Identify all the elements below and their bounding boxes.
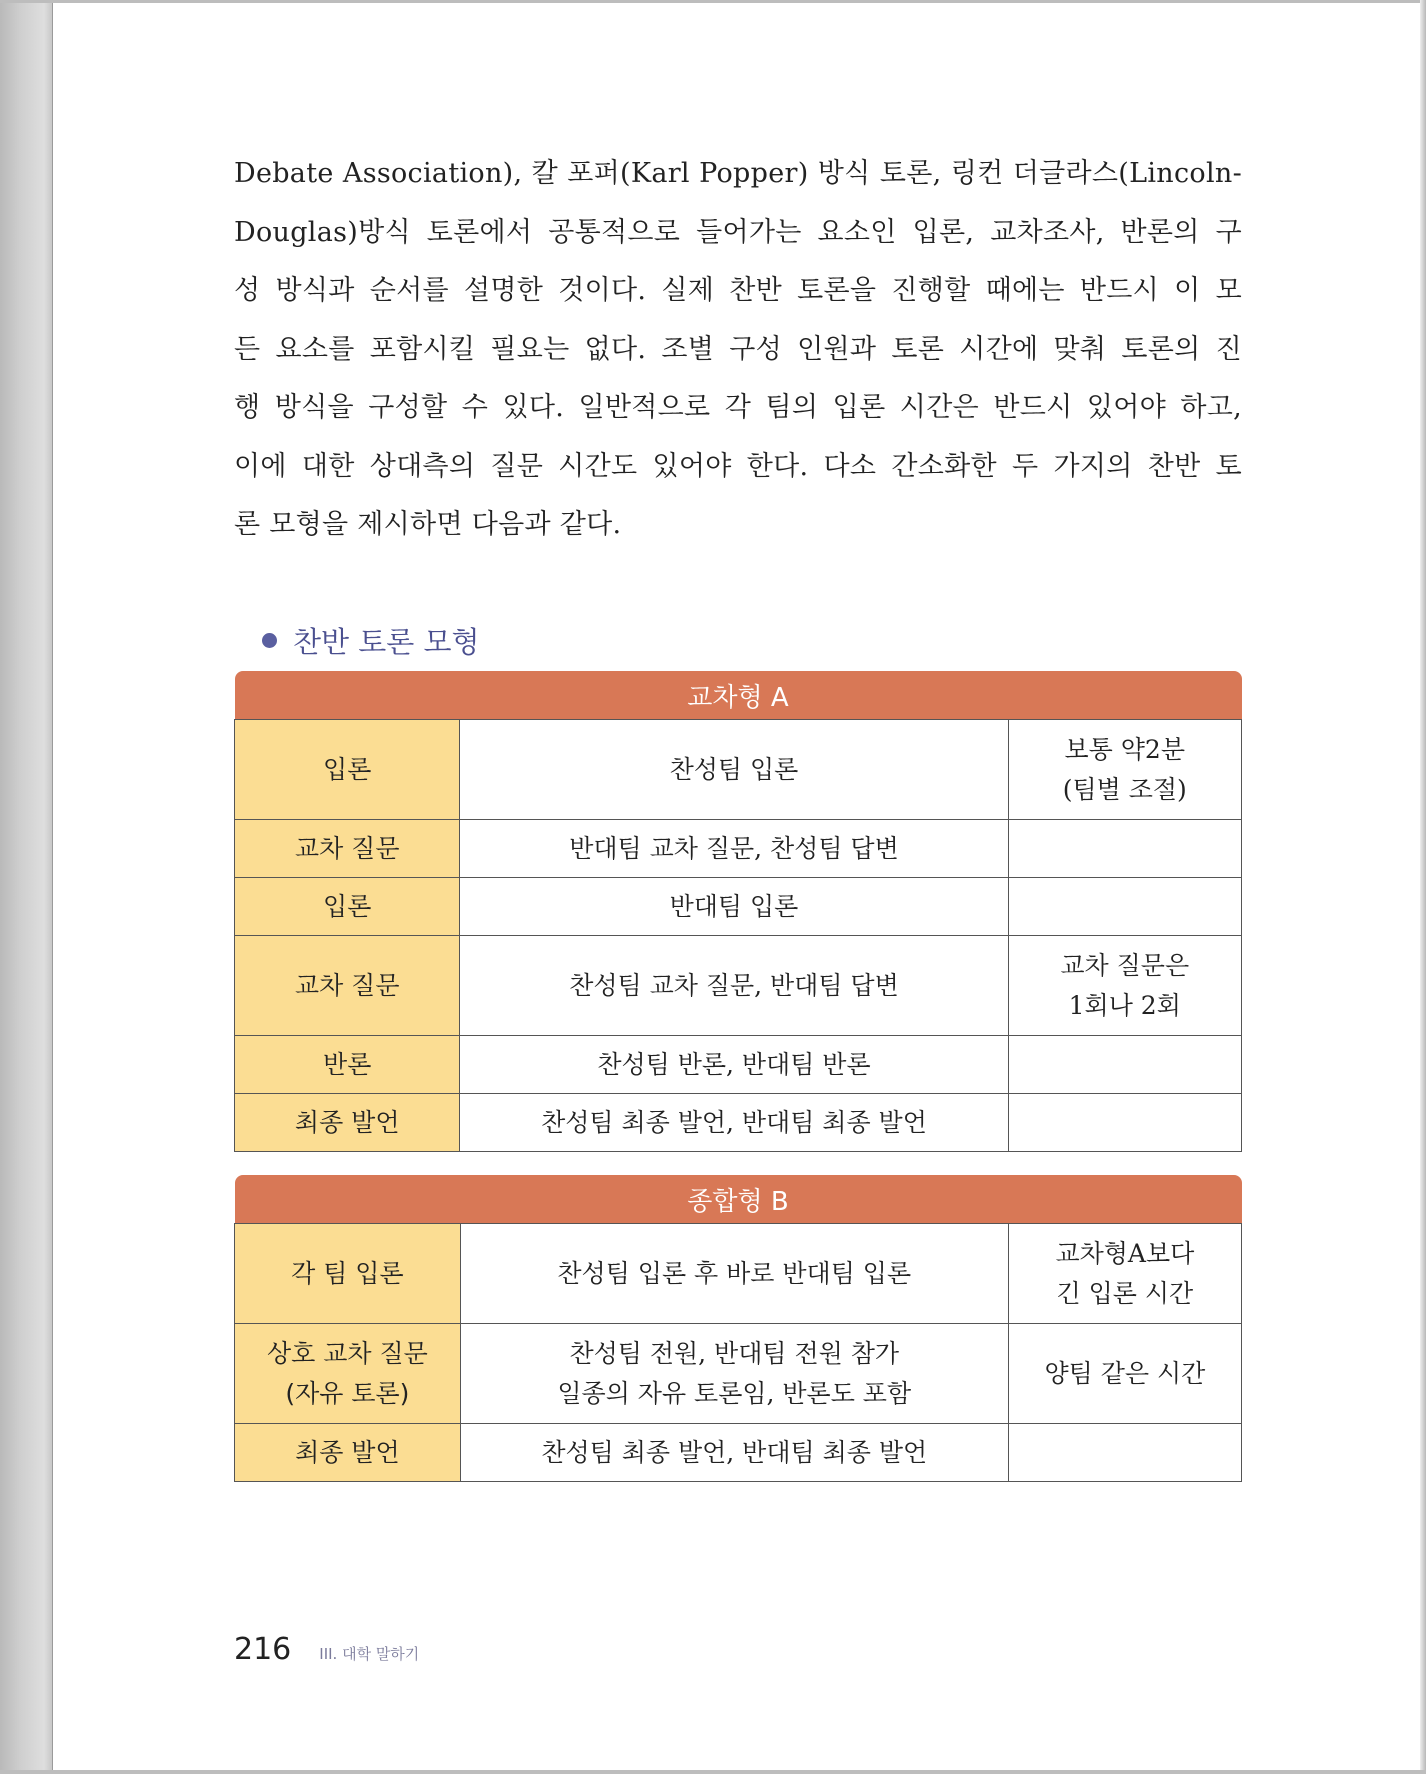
stage-description bbox=[460, 820, 1008, 878]
description-line: 반대팀 교차 질문, 찬성팀 답변 bbox=[569, 833, 899, 863]
table-row bbox=[235, 720, 1242, 820]
stage-label bbox=[235, 1224, 461, 1324]
table-title: 종합형 B bbox=[235, 1175, 1242, 1224]
stage-note bbox=[1008, 1324, 1241, 1424]
stage-note bbox=[1008, 1094, 1241, 1152]
description-line: 찬성팀 최종 발언, 반대팀 최종 발언 bbox=[541, 1437, 928, 1467]
stage-description bbox=[460, 1224, 1008, 1324]
stage-note bbox=[1008, 1424, 1241, 1482]
table-row bbox=[235, 1324, 1242, 1424]
stage-description bbox=[460, 720, 1008, 820]
description-line: 반대팀 입론 bbox=[669, 891, 799, 921]
stage-note bbox=[1008, 720, 1241, 820]
stage-description bbox=[460, 1036, 1008, 1094]
stage-label bbox=[235, 1324, 461, 1424]
body-line: 이에 대한 상대측의 질문 시간도 있어야 한다. 다소 간소화한 두 가지의 찬반 토 bbox=[234, 450, 1242, 482]
body-line: 행 방식을 구성할 수 있다. 일반적으로 각 팀의 입론 시간은 반드시 있어야 하고, bbox=[234, 392, 1242, 423]
table-row bbox=[235, 1036, 1242, 1094]
table-row bbox=[235, 1094, 1242, 1152]
label-line: (자유 토론) bbox=[285, 1378, 410, 1408]
note-line: 교차형A보다 bbox=[1055, 1238, 1195, 1268]
stage-label: 입론 bbox=[235, 878, 460, 936]
bullet-icon bbox=[262, 633, 277, 648]
note-line: 교차 질문은 bbox=[1060, 950, 1190, 980]
page-number: 216 bbox=[234, 1632, 292, 1667]
note-line: 양팀 같은 시간 bbox=[1044, 1358, 1206, 1388]
description-line: 찬성팀 전원, 반대팀 전원 참가 bbox=[569, 1338, 900, 1368]
stage-label: 교차 질문 bbox=[235, 936, 460, 1036]
stage-label: 최종 발언 bbox=[235, 1094, 460, 1152]
stage-note bbox=[1008, 820, 1241, 878]
table-row bbox=[235, 1424, 1242, 1482]
body-line: Douglas)방식 토론에서 공통적으로 들어가는 요소인 입론, 교차조사, 반론의 구 bbox=[234, 216, 1242, 248]
description-line: 찬성팀 최종 발언, 반대팀 최종 발언 bbox=[541, 1107, 927, 1137]
table-title: 교차형 A bbox=[235, 671, 1242, 720]
stage-note bbox=[1008, 878, 1241, 936]
stage-description bbox=[460, 1094, 1008, 1152]
description-line: 찬성팀 입론 후 바로 반대팀 입론 bbox=[557, 1258, 912, 1288]
table-row bbox=[235, 936, 1242, 1036]
table-cross-type-a bbox=[234, 671, 1242, 1152]
body-paragraph bbox=[234, 145, 1242, 555]
stage-note bbox=[1008, 936, 1241, 1036]
stage-label: 교차 질문 bbox=[235, 820, 460, 878]
description-line: 찬성팀 입론 bbox=[669, 754, 799, 784]
stage-note bbox=[1008, 1036, 1241, 1094]
note-line: 보통 약2분 bbox=[1064, 734, 1185, 764]
label-line: 최종 발언 bbox=[295, 1437, 400, 1467]
table-row bbox=[235, 1224, 1242, 1324]
body-line: Debate Association), 칼 포퍼(Karl Popper) 방식 토론, 링컨 더글라스(Lincoln- bbox=[234, 158, 1242, 189]
stage-description bbox=[460, 1424, 1008, 1482]
description-line: 찬성팀 반론, 반대팀 반론 bbox=[597, 1049, 871, 1079]
table-comprehensive-type-b bbox=[234, 1175, 1242, 1482]
body-line: 론 모형을 제시하면 다음과 같다. bbox=[234, 509, 622, 540]
section-heading bbox=[262, 620, 480, 661]
stage-note bbox=[1008, 1224, 1241, 1324]
note-line: 1회나 2회 bbox=[1068, 990, 1181, 1020]
note-line: 긴 입론 시간 bbox=[1056, 1278, 1194, 1308]
stage-description bbox=[460, 936, 1008, 1036]
stage-description bbox=[460, 878, 1008, 936]
book-spine bbox=[0, 0, 53, 1774]
body-line: 든 요소를 포함시킬 필요는 없다. 조별 구성 인원과 토론 시간에 맞춰 토론의 진 bbox=[234, 333, 1242, 365]
body-line: 성 방식과 순서를 설명한 것이다. 실제 찬반 토론을 진행할 때에는 반드시 이 모 bbox=[234, 275, 1242, 306]
page-footer bbox=[234, 1632, 419, 1667]
stage-label: 입론 bbox=[235, 720, 460, 820]
table-row bbox=[235, 878, 1242, 936]
stage-label bbox=[235, 1424, 461, 1482]
table-row bbox=[235, 820, 1242, 878]
stage-description bbox=[460, 1324, 1008, 1424]
label-line: 상호 교차 질문 bbox=[266, 1338, 428, 1368]
page-edge-top bbox=[0, 0, 1426, 3]
label-line: 각 팀 입론 bbox=[291, 1258, 404, 1288]
description-line: 일종의 자유 토론임, 반론도 포함 bbox=[557, 1378, 912, 1408]
section-title: 찬반 토론 모형 bbox=[293, 625, 480, 659]
note-line: (팀별 조절) bbox=[1062, 774, 1187, 804]
stage-label: 반론 bbox=[235, 1036, 460, 1094]
page-edge-bottom bbox=[0, 1770, 1426, 1774]
page-edge-right bbox=[1420, 0, 1426, 1774]
chapter-title: III. 대학 말하기 bbox=[319, 1645, 420, 1663]
description-line: 찬성팀 교차 질문, 반대팀 답변 bbox=[569, 970, 899, 1000]
